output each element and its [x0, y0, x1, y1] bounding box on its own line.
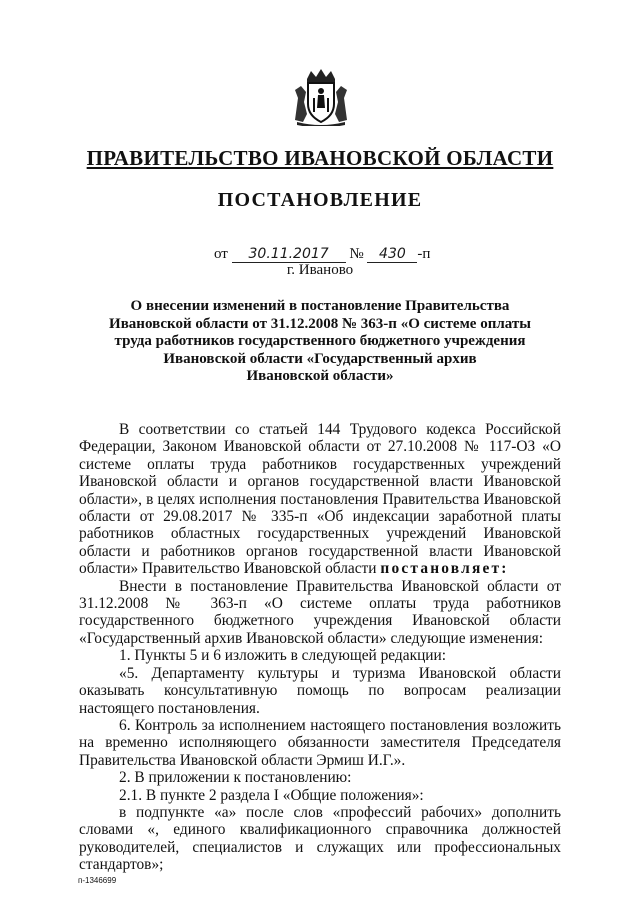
subject-line: Ивановской области от 31.12.2008 № 363-п «О системе оплаты [109, 315, 531, 332]
decree-subject [100, 298, 540, 386]
body-paragraph: Внести в постановление Правительства Ивановской области от 31.12.2008 № 363-п «О системе оплаты труда работников государственного бюджетного учреждения Ивановской области «Государственный архив Ивановской области» следующие изменения: [79, 577, 561, 647]
subject-line: Ивановской области» [246, 368, 394, 384]
body-paragraph: 2. В приложении к постановлению: [119, 769, 352, 787]
decree-emphasis: постановляет: [380, 560, 509, 578]
number-suffix: -п [417, 246, 431, 262]
number-label: № [349, 246, 364, 262]
coat-of-arms-icon [291, 68, 351, 126]
document-code: п-1346699 [78, 876, 117, 885]
body-paragraph [79, 421, 561, 578]
subject-line: Ивановской области «Государственный архив [163, 350, 477, 367]
document-type-title: ПОСТАНОВЛЕНИЕ [217, 189, 423, 211]
decree-body [79, 421, 561, 874]
paragraph-text: В соответствии со статьей 144 Трудового кодекса Российской Федерации, Законом Ивановской области от 27.10.2008 № 117-ОЗ «О системе оплаты труда работников государственных учреждений Ивановской области и органов государственной власти Ивановской области», в целях исполнения постановления Правительства Ивановской области от 29.08.2017 № 335-п «Об индексации заработной платы работников областных государственных учреждений Ивановской области и работников органов государственной власти Ивановской области» Правительство Ивановской области [79, 421, 561, 578]
decree-date: 30.11.2017 [232, 246, 346, 263]
decree-number: 430 [367, 246, 417, 263]
government-title: ПРАВИТЕЛЬСТВО ИВАНОВСКОЙ ОБЛАСТИ [86, 146, 554, 170]
body-paragraph: 1. Пункты 5 и 6 изложить в следующей редакции: [119, 647, 447, 665]
body-paragraph: 6. Контроль за исполнением настоящего постановления возложить на временно исполняющего обязанности заместителя Председателя Правительства Ивановской области Эрмиш И.Г.». [79, 716, 561, 769]
body-paragraph: «5. Департаменту культуры и туризма Ивановской области оказывать консультативную помощь по вопросам реализации настоящего постановления. [79, 664, 561, 717]
from-label: от [214, 246, 228, 262]
body-paragraph: в подпункте «а» после слов «профессий рабочих» дополнить словами «, единого квалификационного справочника должностей руководителей, специалистов и служащих или профессиональных стандартов»; [79, 803, 561, 874]
body-paragraph: 2.1. В пункте 2 раздела I «Общие положения»: [119, 786, 424, 804]
city-name: г. Иваново [286, 262, 354, 278]
date-number-line [214, 246, 430, 263]
subject-line: О внесении изменений в постановление Правительства [130, 298, 510, 314]
subject-line: труда работников государственного бюджетного учреждения [114, 333, 526, 349]
